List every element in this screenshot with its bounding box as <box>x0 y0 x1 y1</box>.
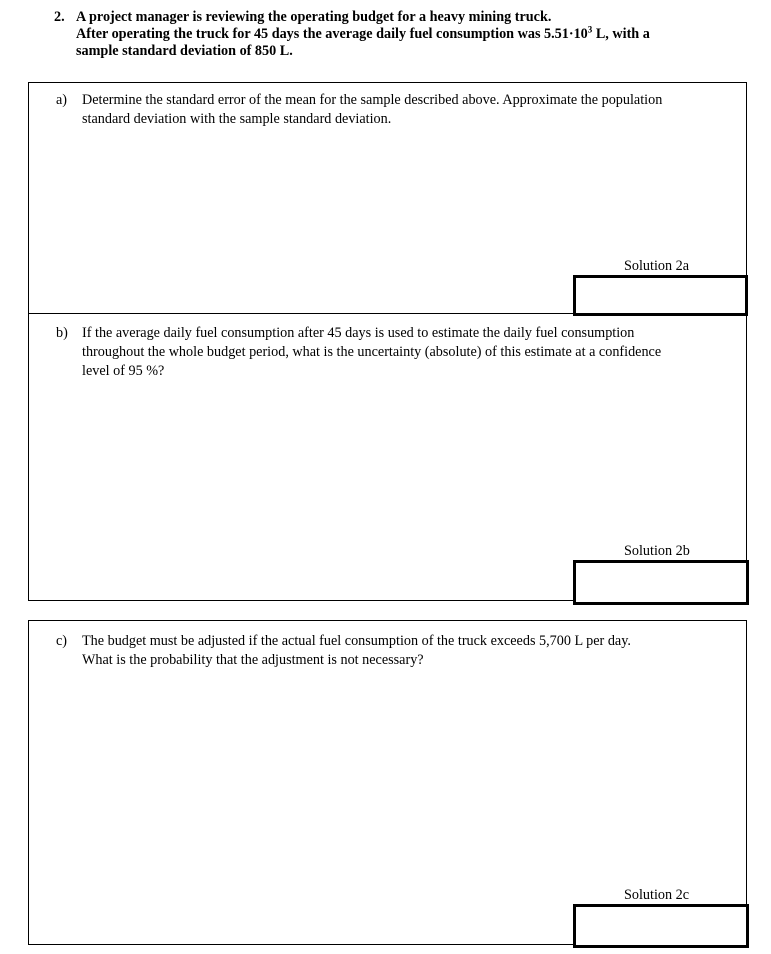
part-a-letter: a) <box>56 92 68 108</box>
exponent: 3 <box>587 24 593 35</box>
question-line-3: sample standard deviation of 850 L. <box>76 43 293 59</box>
solution-2b-box[interactable] <box>573 560 749 605</box>
part-b-letter: b) <box>56 325 68 341</box>
part-b-line-2: throughout the whole budget period, what is the uncertainty (absolute) of this estimate at a confidence <box>82 344 662 360</box>
question-line-2-main: After operating the truck for 45 days the average daily fuel consumption was 5.51·10 <box>76 26 588 42</box>
question-header <box>54 9 754 60</box>
solution-2a-box[interactable] <box>573 275 748 316</box>
solution-2c-label: Solution 2c <box>624 887 690 903</box>
part-a-line-1: Determine the standard error of the mean for the sample described above. Approximate the population <box>82 92 663 108</box>
part-b-prompt <box>56 324 746 381</box>
question-line-2 <box>76 26 754 43</box>
question-line-2-end: L, with a <box>592 26 650 42</box>
question-number: 2. <box>54 9 65 25</box>
part-a-line-2: standard deviation with the sample standard deviation. <box>82 111 392 127</box>
part-a-prompt <box>56 91 746 129</box>
question-line-1: A project manager is reviewing the operating budget for a heavy mining truck. <box>76 9 552 25</box>
solution-2c-box[interactable] <box>573 904 749 948</box>
part-b-line-1: If the average daily fuel consumption after 45 days is used to estimate the daily fuel consumption <box>82 325 635 341</box>
solution-2a-label: Solution 2a <box>624 258 690 274</box>
part-b-line-3: level of 95 %? <box>82 363 165 379</box>
question-text <box>76 9 754 60</box>
solution-2b-label: Solution 2b <box>624 543 690 559</box>
part-c-line-2: What is the probability that the adjustment is not necessary? <box>82 652 424 668</box>
part-c-prompt <box>56 632 746 670</box>
part-c-line-1: The budget must be adjusted if the actual fuel consumption of the truck exceeds 5,700 L per day. <box>82 633 631 649</box>
part-c-letter: c) <box>56 633 68 649</box>
